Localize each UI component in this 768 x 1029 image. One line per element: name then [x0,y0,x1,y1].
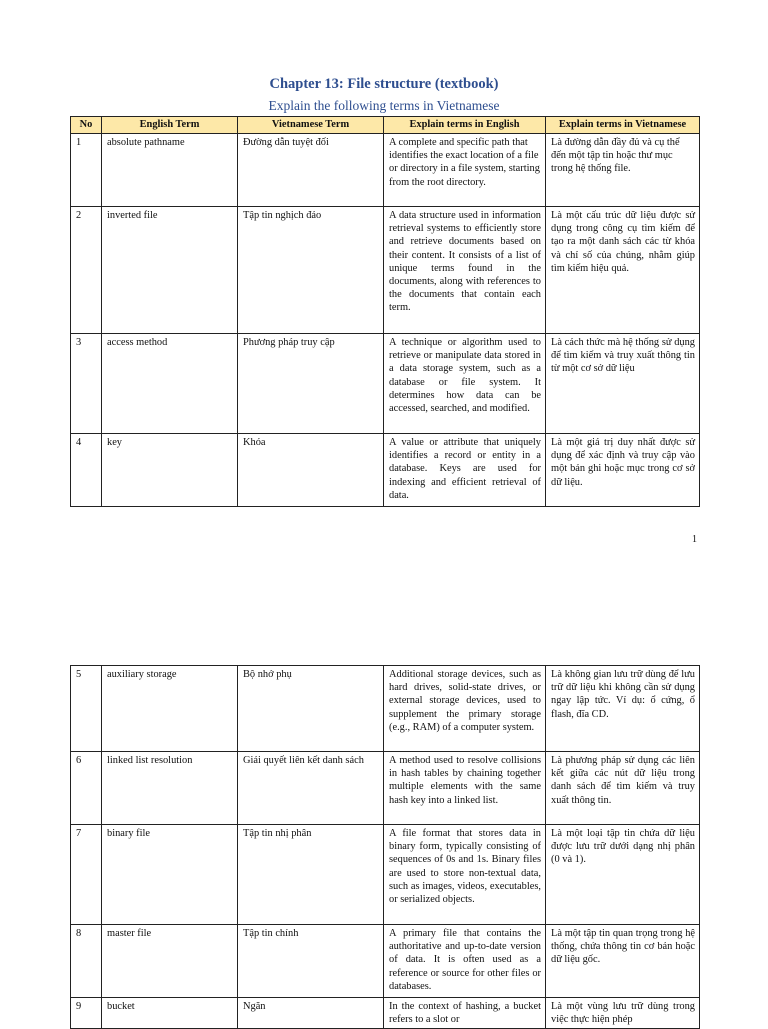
terms-table-page-2 [70,665,700,1029]
explain-english: A file format that stores data in binary form, typically consisting of sequences of 0s and 1s. Binary files are used to store non-textual data, such as images, videos, executables, or serialized objects. [384,825,546,925]
vietnamese-term: Đường dẫn tuyệt đối [238,134,384,207]
header-vietnamese-term: Vietnamese Term [238,117,384,134]
english-term: bucket [102,998,238,1029]
page-title: Chapter 13: File structure (textbook) [269,76,499,92]
explain-vietnamese: Là một giá trị duy nhất được sử dụng để xác định và truy cập vào một bản ghi hoặc mục trong cơ sở dữ liệu. [546,434,700,507]
row-number: 7 [71,825,102,925]
explain-english: In the context of hashing, a bucket refers to a slot or [384,998,546,1029]
explain-english: A complete and specific path that identifies the exact location of a file or directory in a file system, starting from the root directory. [384,134,546,207]
explain-vietnamese: Là một tập tin quan trọng trong hệ thống, chứa thông tin cơ bản hoặc dữ liệu gốc. [546,925,700,998]
vietnamese-term: Khóa [238,434,384,507]
english-term: binary file [102,825,238,925]
table-row [71,752,700,825]
explain-vietnamese: Là phương pháp sử dụng các liên kết giữa các nút dữ liệu trong danh sách để tìm kiếm và truy xuất thông tin. [546,752,700,825]
header-explain-vietnamese: Explain terms in Vietnamese [546,117,700,134]
table-row [71,825,700,925]
english-term: access method [102,334,238,434]
explain-vietnamese: Là cách thức mà hệ thống sử dụng để tìm kiếm và truy xuất thông tin từ một cơ sở dữ liệu [546,334,700,434]
explain-vietnamese: Là một vùng lưu trữ dùng trong việc thực hiện phép [546,998,700,1029]
vietnamese-term: Giải quyết liên kết danh sách [238,752,384,825]
vietnamese-term: Phương pháp truy cập [238,334,384,434]
table-row [71,434,700,507]
table-row [71,334,700,434]
row-number: 8 [71,925,102,998]
explain-english: A primary file that contains the authoritative and up-to-date version of data. It is often used as a reference or source for other files or databases. [384,925,546,998]
english-term: inverted file [102,207,238,334]
table-row [71,998,700,1029]
explain-vietnamese: Là không gian lưu trữ dùng để lưu trữ dữ liệu khi không cần sử dụng ngay lập tức. Ví dụ: ổ cứng, ổ flash, đĩa CD. [546,666,700,752]
page-number: 1 [692,534,697,545]
english-term: key [102,434,238,507]
english-term: master file [102,925,238,998]
row-number: 6 [71,752,102,825]
table-row [71,134,700,207]
header-explain-english: Explain terms in English [384,117,546,134]
table-header-row [71,117,700,134]
vietnamese-term: Tập tin nghịch đảo [238,207,384,334]
row-number: 5 [71,666,102,752]
terms-table-page-1 [70,116,700,507]
row-number: 3 [71,334,102,434]
vietnamese-term: Ngăn [238,998,384,1029]
row-number: 4 [71,434,102,507]
explain-vietnamese: Là một loại tập tin chứa dữ liệu được lưu trữ dưới dạng nhị phân (0 và 1). [546,825,700,925]
english-term: linked list resolution [102,752,238,825]
row-number: 2 [71,207,102,334]
header-english-term: English Term [102,117,238,134]
explain-english: A data structure used in information retrieval systems to efficiently store and retrieve documents based on their content. It consists of a list of unique terms found in the documents, along with references to the documents that contain each term. [384,207,546,334]
explain-english: A value or attribute that uniquely identifies a record or entity in a database. Keys are used for indexing and efficient retrieval of data. [384,434,546,507]
explain-english: A method used to resolve collisions in hash tables by chaining together multiple elements with the same hash key into a linked list. [384,752,546,825]
english-term: absolute pathname [102,134,238,207]
explain-vietnamese: Là đường dẫn đầy đủ và cụ thể đến một tập tin hoặc thư mục trong hệ thống file. [546,134,700,207]
vietnamese-term: Bộ nhớ phụ [238,666,384,752]
vietnamese-term: Tập tin nhị phân [238,825,384,925]
table-row [71,925,700,998]
english-term: auxiliary storage [102,666,238,752]
table-row [71,666,700,752]
row-number: 1 [71,134,102,207]
vietnamese-term: Tập tin chính [238,925,384,998]
explain-vietnamese: Là một cấu trúc dữ liệu được sử dụng trong công cụ tìm kiếm để tạo ra một danh sách các từ khóa và chỉ số của chúng, nhằm giúp tìm kiếm hiệu quả. [546,207,700,334]
table-row [71,207,700,334]
explain-english: Additional storage devices, such as hard drives, solid-state drives, or external storage devices, used to supplement the primary storage (e.g., RAM) of a computer system. [384,666,546,752]
explain-english: A technique or algorithm used to retrieve or manipulate data stored in a data storage system, such as a database or file system. It determines how data can be accessed, searched, and modified. [384,334,546,434]
page-subtitle: Explain the following terms in Vietnamese [268,98,500,113]
row-number: 9 [71,998,102,1029]
header-no: No [71,117,102,134]
